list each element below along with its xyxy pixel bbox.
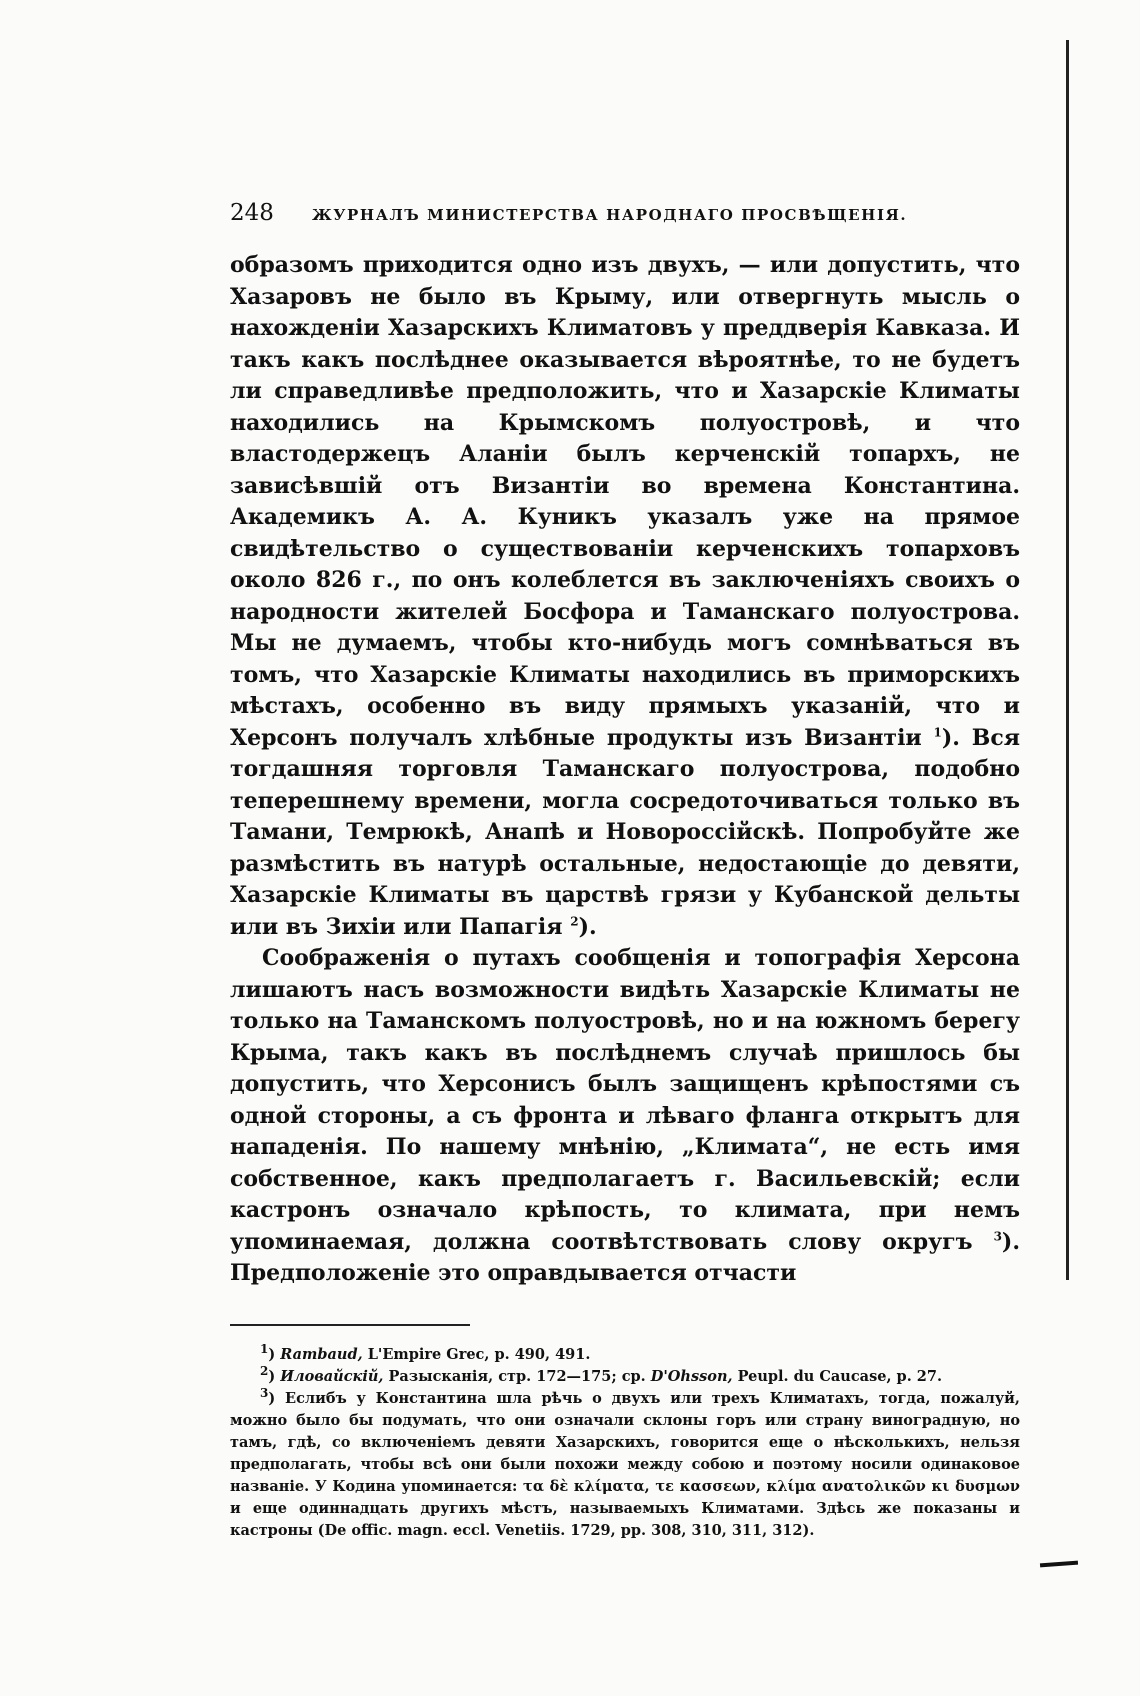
- footnote-2-author: Иловайскій,: [280, 1367, 384, 1385]
- footnote-2-text-2: Peupl. du Caucase, p. 27.: [732, 1367, 943, 1385]
- footnote-3-mark: 3: [260, 1385, 269, 1400]
- footnote-3-text: Еслибъ у Константина шла рѣчь о двухъ или трехъ Климатахъ, тогда, пожалуй, можно было бы подумать, что они означали склоны горъ или страну виноградную, но тамъ, гдѣ, со включеніемъ девяти Хазарскихъ, говорится еще о нѣсколькихъ, нельзя предполагать, чтобы всѣ они были похожи между собою и поэтому носили одинаковое названіе. У Кодина упоминается: τα δὲ κλίματα, τε κασσεων, κλίμα ανατολικῶν κι δυσμων и еще одиннадцать другихъ мѣстъ, называемыхъ Климатами. Здѣсь же показаны и кастроны (De offic. magn. eccl. Venetiis. 1729, pp. 308, 310, 311, 312).: [230, 1389, 1020, 1539]
- paragraph-2-text: Соображенія о путахъ сообщенія и топографія Херсона лишаютъ насъ возможности видѣть Хазарскіе Климаты не только на Таманскомъ полуостровѣ, но и на южномъ берегу Крыма, такъ какъ въ послѣднемъ случаѣ пришлось бы допустить, что Херсонисъ былъ защищенъ крѣпостями съ одной стороны, а съ фронта и лѣваго фланга открытъ для нападенія. По нашему мнѣнію, „Климата“, не есть имя собственное, какъ предполагаетъ г. Васильевскій; если кастронъ означало крѣпость, то климата, при немъ упоминаемая, должна соотвѣтствовать слову округъ: [230, 945, 1020, 1255]
- footnote-2-mark: 2: [260, 1363, 269, 1378]
- footnote-2: $^2$) Иловайскій, Разысканія, стр. 172—175; ср. D'Ohsson, Peupl. du Caucase, p. 27.: [260, 1363, 943, 1385]
- footnote-ref-3[interactable]: 3: [993, 1229, 1002, 1244]
- footnote-2-text: Разысканія, стр. 172—175; ср.: [383, 1367, 651, 1385]
- running-title: ЖУРНАЛЪ МИНИСТЕРСТВА НАРОДНАГО ПРОСВѢЩЕНІЯ.: [312, 206, 908, 224]
- main-text: [230, 250, 1020, 1290]
- scan-mark: [1040, 1561, 1078, 1568]
- paragraph-2-end: ). Предположеніе это оправдывается отчасти: [230, 1228, 1020, 1286]
- footnote-1-mark: 1: [260, 1341, 269, 1356]
- paragraph-1-continued: ). Вся тогдашняя торговля Таманскаго полуострова, подобно теперешнему времени, могла сосредоточиваться только въ Тамани, Темрюкѣ, Анапѣ и Новороссійскѣ. Попробуйте же размѣстить въ натурѣ остальные, недостающіе до девяти, Хазарскіе Климаты въ царствѣ грязи у Кубанской дельты или въ Зихіи или Папагія: [230, 724, 1020, 940]
- footnote-1-author: Rambaud,: [280, 1345, 363, 1363]
- paragraph-1-text: образомъ приходится одно изъ двухъ, — или допустить, что Хазаровъ не было въ Крыму, или отвергнуть мысль о нахожденіи Хазарскихъ Климатовъ у преддверія Кавказа. И такъ какъ послѣднее оказывается вѣроятнѣе, то не будетъ ли справедливѣе предположить, что и Хазарскіе Климаты находились на Крымскомъ полуостровѣ, и что властодержецъ Аланіи былъ керченскій топархъ, не зависѣвшій отъ Византіи во времена Константина. Академикъ А. А. Куникъ указалъ уже на прямое свидѣтельство о существованіи керченскихъ топарховъ около 826 г., по онъ колеблется въ заключеніяхъ своихъ о народности жителей Босфора и Таманскаго полуострова. Мы не думаемъ, чтобы кто-нибудь могъ сомнѣваться въ томъ, что Хазарскіе Климаты находились въ приморскихъ мѣстахъ, особенно въ виду прямыхъ указаній, что и Херсонъ получалъ хлѣбные продукты изъ Византіи: [230, 252, 1020, 751]
- page-header: [230, 200, 1020, 236]
- scan-edge-line: [1066, 40, 1069, 1280]
- paragraph-2: [230, 943, 1020, 1290]
- footnotes: [230, 1341, 1020, 1542]
- footnote-divider: [230, 1324, 470, 1326]
- paragraph-1-end: ).: [578, 913, 597, 940]
- footnote-1: $^1$) Rambaud, L'Empire Grec, p. 490, 491.: [260, 1341, 591, 1363]
- footnote-1-text: L'Empire Grec, p. 490, 491.: [362, 1345, 591, 1363]
- footnote-3: $^3$) Еслибъ у Константина шла рѣчь о двухъ или трехъ Климатахъ, тогда, пожалуй, можно было бы подумать, что они означали склоны горъ или страну виноградную, но тамъ, гдѣ, со включеніемъ девяти Хазарскихъ, говорится еще о нѣсколькихъ, нельзя предполагать, чтобы всѣ они были похожи между собою и поэтому носили одинаковое названіе. У Кодина упоминается: τα δὲ κλίματα, τε κασσεων, κλίμα ανατολικῶν κι δυσμων и еще одиннадцать другихъ мѣстъ, называемыхъ Климатами. Здѣсь же показаны и кастроны (De offic. magn. eccl. Venetiis. 1729, pp. 308, 310, 311, 312).: [230, 1385, 1020, 1539]
- footnote-ref-1[interactable]: 1: [933, 725, 942, 740]
- paragraph-1: [230, 250, 1020, 943]
- footnote-ref-2[interactable]: 2: [570, 914, 579, 929]
- book-page: [230, 200, 1020, 1542]
- page-number: 248: [230, 200, 274, 226]
- footnote-2-author-2: D'Ohsson,: [650, 1367, 733, 1385]
